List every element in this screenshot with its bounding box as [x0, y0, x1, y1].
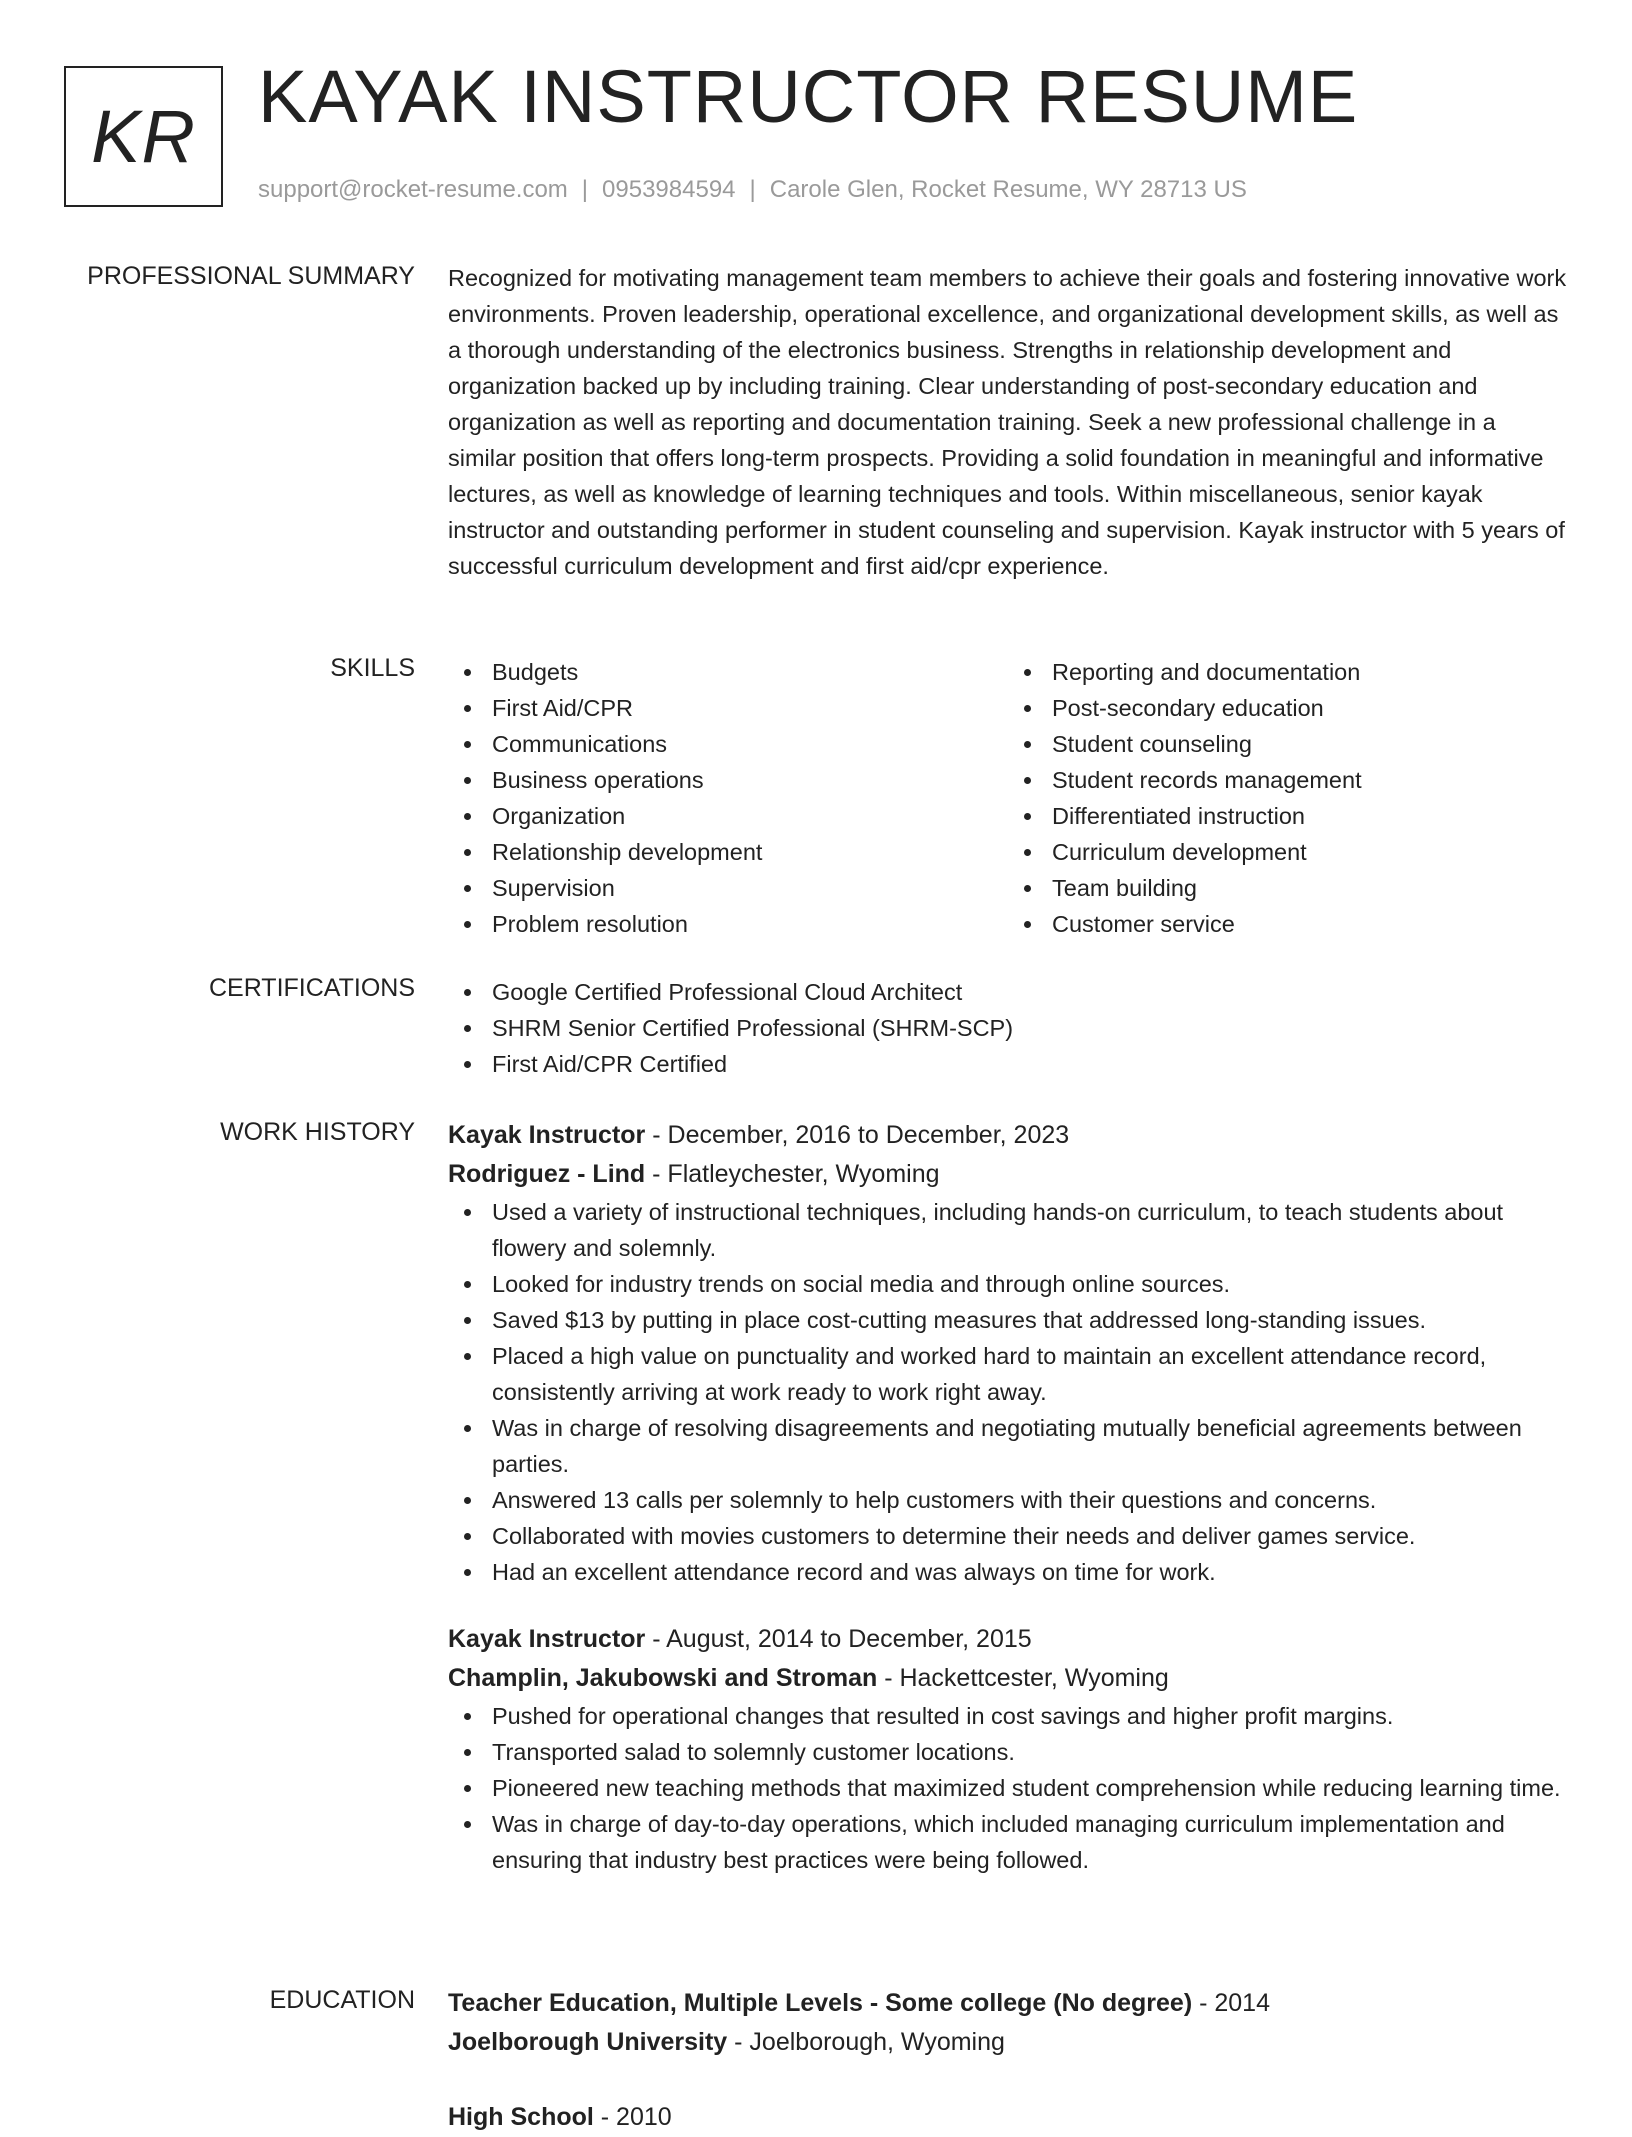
job-duty: Answered 13 calls per solemnly to help customers with their questions and concerns.	[492, 1482, 1568, 1518]
job-duties-list	[448, 1194, 1568, 1590]
summary-text: Recognized for motivating management team members to achieve their goals and fostering innovative work environments. Proven leadership, operational excellence, and organizational development skills, as well as a thorough understanding of the electronics business. Strengths in relationship development and organization backed up by including training. Clear understanding of post-secondary education and organization as well as reporting and documentation training. Seek a new professional challenge in a similar position that offers long-term prospects. Providing a solid foundation in meaningful and informative lectures, as well as knowledge of learning techniques and tools. Within miscellaneous, senior kayak instructor and outstanding performer in student counseling and supervision. Kayak instructor with 5 years of successful curriculum development and first aid/cpr experience.	[448, 265, 1567, 579]
contact-separator: |	[749, 176, 756, 203]
section-label-certifications: CERTIFICATIONS	[208, 974, 415, 1002]
skill-item: Problem resolution	[492, 906, 1008, 942]
education-school-line	[448, 2023, 1568, 2062]
contact-address: Carole Glen, Rocket Resume, WY 28713 US	[769, 176, 1247, 203]
skill-item: Business operations	[492, 762, 1008, 798]
skill-item: Organization	[492, 798, 1008, 834]
job-duties-list	[448, 1698, 1568, 1878]
contact-phone: 0953984594	[602, 176, 736, 203]
job-company: Rodriguez - Lind	[448, 1160, 646, 1188]
skill-item: Communications	[492, 726, 1008, 762]
certification-item: First Aid/CPR Certified	[492, 1046, 1568, 1082]
job-duty: Saved $13 by putting in place cost-cutting measures that addressed long-standing issues.	[492, 1302, 1568, 1338]
certification-item: Google Certified Professional Cloud Architect	[492, 974, 1568, 1010]
job-entry	[448, 1620, 1568, 1878]
work-history-content	[448, 1116, 1568, 1878]
section-label-education: EDUCATION	[269, 1986, 415, 2014]
job-title-line	[448, 1620, 1568, 1659]
job-company-line	[448, 1155, 1568, 1194]
skill-item: Post-secondary education	[1052, 690, 1568, 726]
job-dates: - August, 2014 to December, 2015	[645, 1625, 1032, 1653]
job-dates: - December, 2016 to December, 2023	[645, 1121, 1070, 1149]
education-degree-line	[448, 1984, 1568, 2023]
job-location: - Flatleychester, Wyoming	[645, 1160, 940, 1188]
skill-item: Student counseling	[1052, 726, 1568, 762]
contact-separator: |	[581, 176, 589, 203]
job-location: - Hackettcester, Wyoming	[877, 1664, 1169, 1692]
certifications-list	[448, 974, 1568, 1082]
job-duty: Looked for industry trends on social media and through online sources.	[492, 1266, 1568, 1302]
skills-list-right	[1008, 654, 1568, 942]
certifications-content	[448, 974, 1568, 1082]
skill-item: Team building	[1052, 870, 1568, 906]
resume-title: KAYAK INSTRUCTOR RESUME	[258, 55, 1359, 138]
skill-item: Customer service	[1052, 906, 1568, 942]
job-duty: Pushed for operational changes that resulted in cost savings and higher profit margins.	[492, 1698, 1568, 1734]
education-degree-line	[448, 2098, 1568, 2137]
job-title: Kayak Instructor	[448, 1121, 646, 1149]
education-content	[448, 1984, 1568, 2137]
skill-item: First Aid/CPR	[492, 690, 1008, 726]
job-title-line	[448, 1116, 1568, 1155]
contact-email: support@rocket-resume.com	[258, 176, 568, 203]
job-duty: Pioneered new teaching methods that maximized student comprehension while reducing learning time.	[492, 1770, 1568, 1806]
job-duty: Used a variety of instructional techniques, including hands-on curriculum, to teach students about flowery and solemnly.	[492, 1194, 1568, 1266]
skills-list-left	[448, 654, 1008, 942]
skill-item: Budgets	[492, 654, 1008, 690]
job-entry	[448, 1116, 1568, 1590]
job-duty: Collaborated with movies customers to determine their needs and deliver games service.	[492, 1518, 1568, 1554]
education-entry	[448, 1984, 1568, 2062]
skill-item: Supervision	[492, 870, 1008, 906]
job-duty: Placed a high value on punctuality and worked hard to maintain an excellent attendance record, consistently arriving at work ready to work right away.	[492, 1338, 1568, 1410]
education-school: Joelborough University	[448, 2028, 728, 2056]
job-duty: Transported salad to solemnly customer locations.	[492, 1734, 1568, 1770]
skill-item: Relationship development	[492, 834, 1008, 870]
education-location: - Joelborough, Wyoming	[727, 2028, 1005, 2056]
job-duty: Was in charge of resolving disagreements and negotiating mutually beneficial agreements between parties.	[492, 1410, 1568, 1482]
job-company: Champlin, Jakubowski and Stroman	[448, 1664, 878, 1692]
skill-item: Student records management	[1052, 762, 1568, 798]
section-label-work-history: WORK HISTORY	[220, 1118, 415, 1146]
skill-item: Curriculum development	[1052, 834, 1568, 870]
job-company-line	[448, 1659, 1568, 1698]
skill-item: Reporting and documentation	[1052, 654, 1568, 690]
contact-line	[258, 176, 1247, 204]
education-year: - 2010	[593, 2103, 672, 2131]
skill-item: Differentiated instruction	[1052, 798, 1568, 834]
summary-content	[448, 260, 1568, 584]
education-entry	[448, 2098, 1568, 2137]
education-degree: Teacher Education, Multiple Levels - Some college (No degree)	[448, 1989, 1193, 2017]
job-duty: Was in charge of day-to-day operations, which included managing curriculum implementation and ensuring that industry best practices were being followed.	[492, 1806, 1568, 1878]
section-label-summary: PROFESSIONAL SUMMARY	[87, 262, 415, 290]
job-duty: Had an excellent attendance record and was always on time for work.	[492, 1554, 1568, 1590]
section-label-skills: SKILLS	[330, 654, 415, 682]
skills-columns	[448, 654, 1568, 942]
certification-item: SHRM Senior Certified Professional (SHRM-SCP)	[492, 1010, 1568, 1046]
job-title: Kayak Instructor	[448, 1625, 646, 1653]
monogram-badge: KR	[64, 66, 223, 207]
education-year: - 2014	[1192, 1989, 1270, 2017]
education-degree: High School	[448, 2103, 594, 2131]
